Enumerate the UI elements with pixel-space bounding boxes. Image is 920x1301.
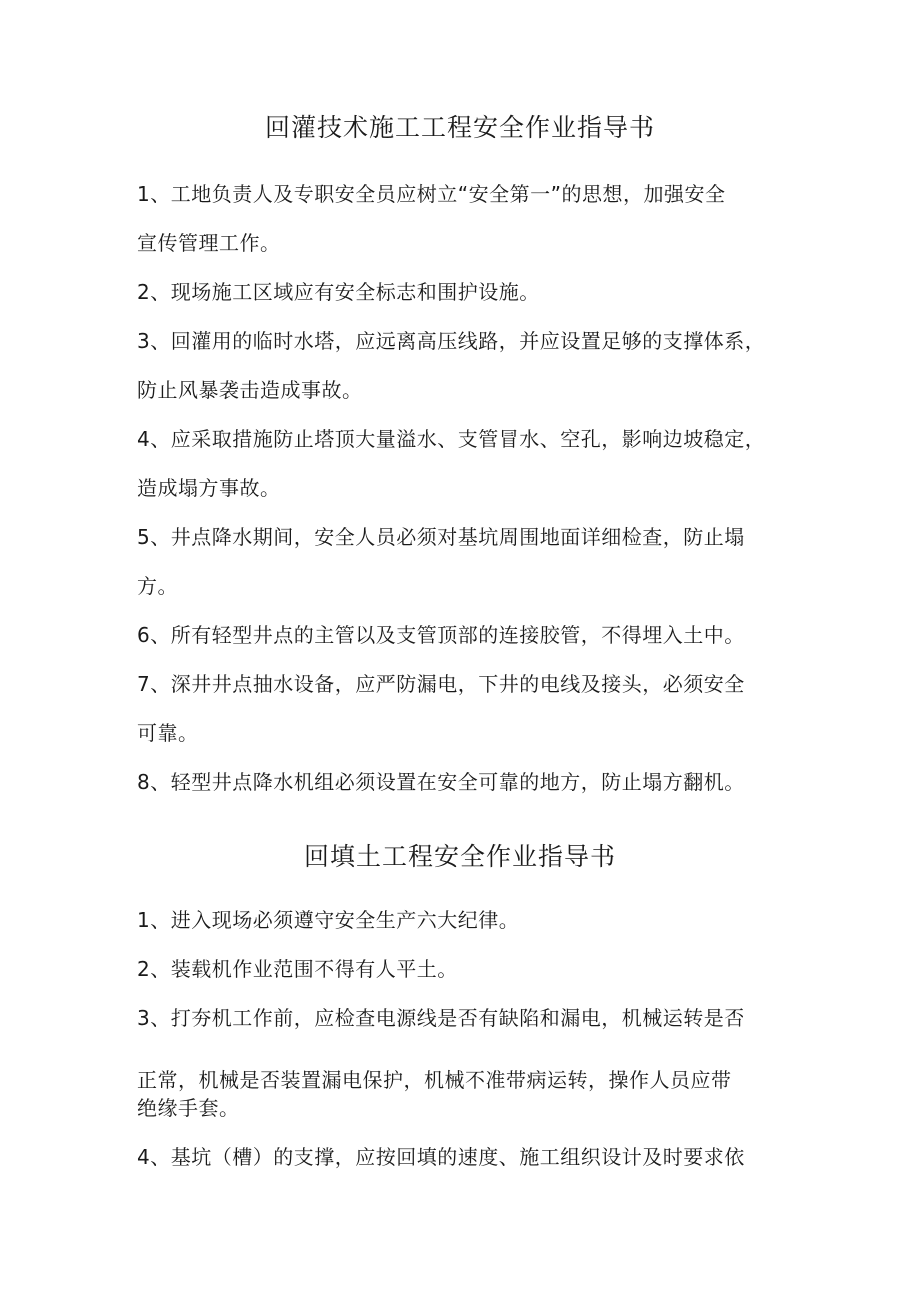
paragraph-line: 1、工地负责人及专职安全员应树立“安全第一”的思想，加强安全 <box>137 182 726 206</box>
paragraph-line: 8、轻型井点降水机组必须设置在安全可靠的地方，防止塌方翻机。 <box>137 770 745 794</box>
paragraph-line: 6、所有轻型井点的主管以及支管顶部的连接胶管，不得埋入土中。 <box>137 623 745 647</box>
paragraph-line: 1、进入现场必须遵守安全生产六大纪律。 <box>137 908 520 932</box>
section-title-backfill: 回填土工程安全作业指导书 <box>303 842 616 871</box>
section-title-recharge: 回灌技术施工工程安全作业指导书 <box>264 113 655 142</box>
paragraph-line: 2、装载机作业范围不得有人平土。 <box>137 957 458 981</box>
paragraph-line: 3、打夯机工作前，应检查电源线是否有缺陷和漏电，机械运转是否 <box>137 1006 745 1030</box>
paragraph-line: 方。 <box>137 574 178 598</box>
paragraph-line: 2、现场施工区域应有安全标志和围护设施。 <box>137 280 540 304</box>
paragraph-line: 4、应采取措施防止塔顶大量溢水、支管冒水、空孔，影响边坡稳定， <box>137 427 766 451</box>
paragraph-line: 3、回灌用的临时水塔，应远离高压线路，并应设置足够的支撑体系， <box>137 329 766 353</box>
paragraph-line: 4、基坑（槽）的支撑，应按回填的速度、施工组织设计及时要求依 <box>137 1145 745 1169</box>
paragraph-line: 绝缘手套。 <box>137 1096 240 1120</box>
paragraph-line: 7、深井井点抽水设备，应严防漏电，下井的电线及接头，必须安全 <box>137 672 745 696</box>
paragraph-line: 防止风暴袭击造成事故。 <box>137 378 363 402</box>
paragraph-line: 造成塌方事故。 <box>137 476 281 500</box>
paragraph-line: 5、井点降水期间，安全人员必须对基坑周围地面详细检查，防止塌 <box>137 525 745 549</box>
paragraph-line: 宣传管理工作。 <box>137 231 281 255</box>
paragraph-line: 可靠。 <box>137 721 199 745</box>
paragraph-line: 正常，机械是否装置漏电保护，机械不准带病运转，操作人员应带 <box>137 1068 732 1092</box>
